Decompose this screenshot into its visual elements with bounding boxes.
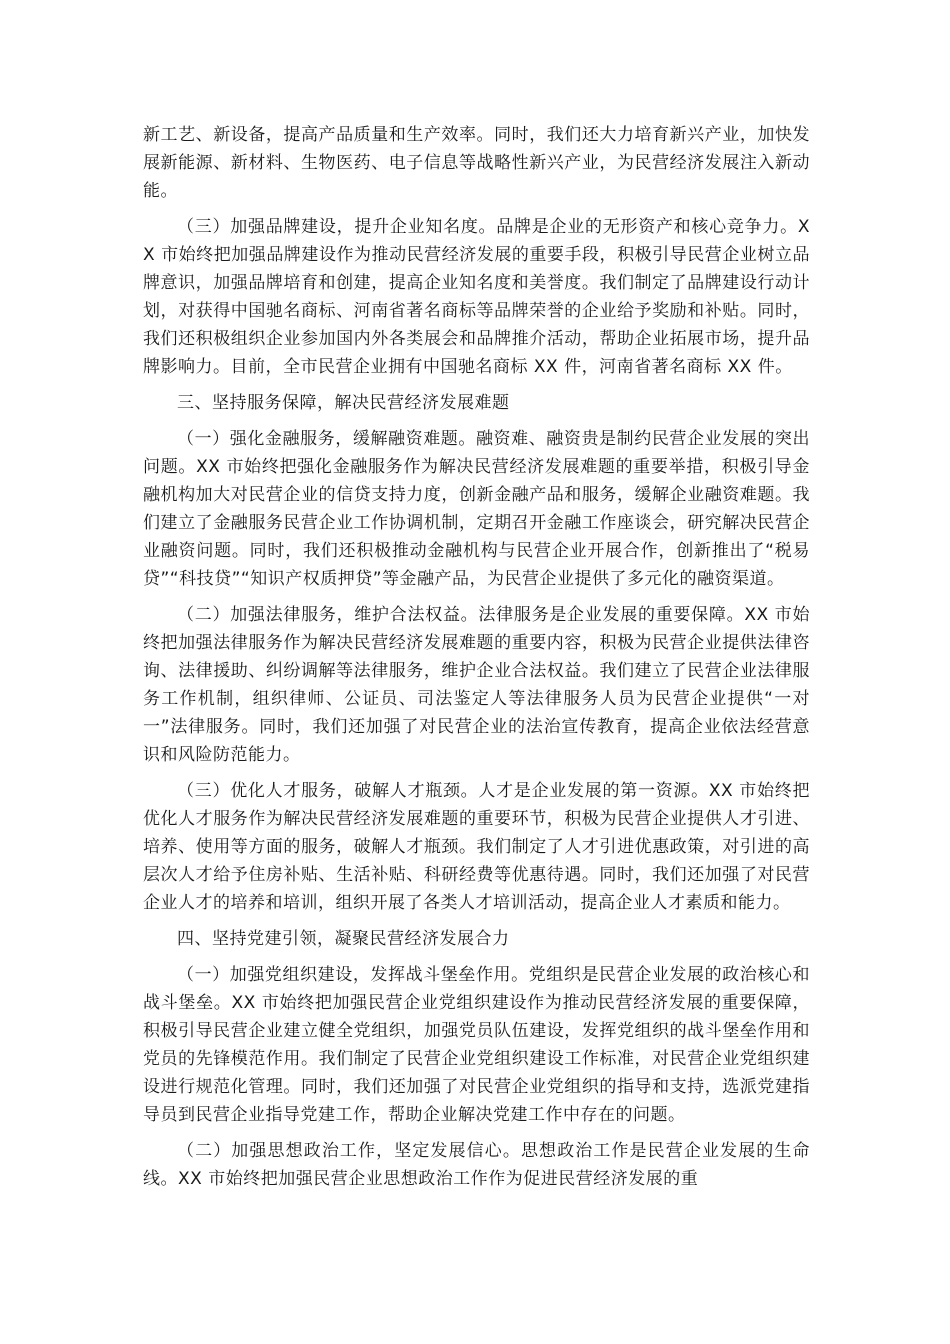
paragraph-brand-building: （三）加强品牌建设，提升企业知名度。品牌是企业的无形资产和核心竞争力。XX 市始终把加强品牌建设作为推动民营经济发展的重要手段，积极引导民营企业树立品牌意识，加强品牌培育和创建，提高企业知名度和美誉度。我们制定了品牌建设行动计划，对获得中国驰名商标、河南省著名商标等品牌荣誉的企业给予奖励和补贴。同时，我们还积极组织企业参加国内外各类展会和品牌推介活动，帮助企业拓展市场，提升品牌影响力。目前，全市民营企业拥有中国驰名商标 XX 件，河南省著名商标 XX 件。 [143, 217, 810, 377]
section-heading-4: 四、坚持党建引领，凝聚民营经济发展合力 [177, 929, 510, 949]
paragraph-legal-services: （二）加强法律服务，维护合法权益。法律服务是企业发展的重要保障。XX 市始终把加强法律服务作为解决民营经济发展难题的重要内容，积极为民营企业提供法律咨询、法律援助、纠纷调解等法律服务，维护企业合法权益。我们建立了民营企业法律服务工作机制，组织律师、公证员、司法鉴定人等法律服务人员为民营企业提供“一对一”法律服务。同时，我们还加强了对民营企业的法治宣传教育，提高企业依法经营意识和风险防范能力。 [143, 605, 810, 765]
section-heading-3: 三、坚持服务保障，解决民营经济发展难题 [177, 393, 510, 413]
paragraph-talent-services: （三）优化人才服务，破解人才瓶颈。人才是企业发展的第一资源。XX 市始终把优化人才服务作为解决民营经济发展难题的重要环节，积极为民营企业提供人才引进、培养、使用等方面的服务，破解人才瓶颈。我们制定了人才引进优惠政策，对引进的高层次人才给予住房补贴、生活补贴、科研经费等优惠待遇。同时，我们还加强了对民营企业人才的培养和培训，组织开展了各类人才培训活动，提高企业人才素质和能力。 [143, 781, 810, 913]
paragraph-ideological-work: （二）加强思想政治工作，坚定发展信心。思想政治工作是民营企业发展的生命线。XX 市始终把加强民营企业思想政治工作作为促进民营经济发展的重 [143, 1141, 810, 1189]
document-body [143, 121, 810, 1201]
paragraph-party-organization: （一）加强党组织建设，发挥战斗堡垒作用。党组织是民营企业发展的政治核心和战斗堡垒。XX 市始终把加强民营企业党组织建设作为推动民营经济发展的重要保障，积极引导民营企业建立健全党组织，加强党员队伍建设，发挥党组织的战斗堡垒作用和党员的先锋模范作用。我们制定了民营企业党组织建设工作标准，对民营企业党组织建设进行规范化管理。同时，我们还加强了对民营企业党组织的指导和支持，选派党建指导员到民营企业指导党建工作，帮助企业解决党建工作中存在的问题。 [143, 965, 810, 1125]
paragraph-continued: 新工艺、新设备，提高产品质量和生产效率。同时，我们还大力培育新兴产业，加快发展新能源、新材料、生物医药、电子信息等战略性新兴产业，为民营经济发展注入新动能。 [143, 125, 810, 201]
paragraph-financial-services: （一）强化金融服务，缓解融资难题。融资难、融资贵是制约民营企业发展的突出问题。XX 市始终把强化金融服务作为解决民营经济发展难题的重要举措，积极引导金融机构加大对民营企业的信贷支持力度，创新金融产品和服务，缓解企业融资难题。我们建立了金融服务民营企业工作协调机制，定期召开金融工作座谈会，研究解决民营企业融资问题。同时，我们还积极推动金融机构与民营企业开展合作，创新推出了“税易贷”“科技贷”“知识产权质押贷”等金融产品，为民营企业提供了多元化的融资渠道。 [143, 429, 810, 589]
